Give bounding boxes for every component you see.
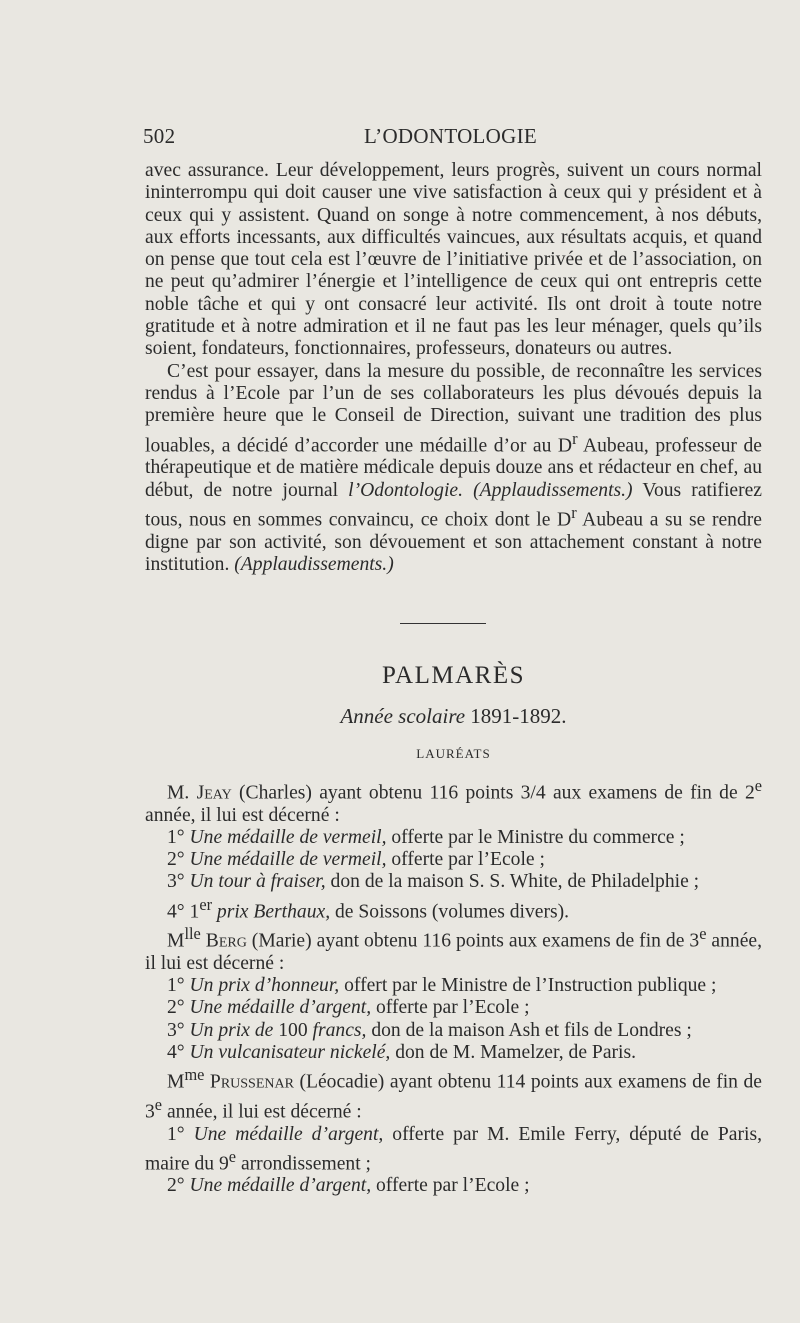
prize-name: Un vulcanisateur nickelé, [189, 1041, 391, 1063]
ordinal-sup: er [199, 894, 213, 914]
section-divider [400, 623, 486, 624]
prize-number: 2° [167, 1175, 190, 1197]
laureate-surname: Berg [200, 930, 247, 952]
prize-amount: 100 [273, 1019, 313, 1041]
p2-sup-1: r [572, 428, 578, 448]
laureates-heading: LAURÉATS [416, 746, 491, 761]
prize-item [145, 975, 762, 997]
prize-item [145, 997, 762, 1019]
prize-name: Un prix de [189, 1019, 274, 1041]
laureate-text-end: année, il lui est décerné : [145, 804, 340, 826]
prize-item [145, 1042, 762, 1064]
laureate-jeay [145, 775, 762, 827]
paragraph-2 [145, 361, 762, 577]
prize-name: Une médaille d’argent, [189, 997, 372, 1019]
civility: M [167, 1071, 185, 1093]
prize-number: 4° 1 [167, 901, 200, 923]
prize-donor: offerte par M. Emile Ferry, député de Paris, maire du 9 [145, 1123, 762, 1175]
prize-donor: offerte par l’Ecole ; [386, 849, 545, 871]
laureate-text: (Marie) ayant obtenu 116 points aux examens de fin de 3 [246, 930, 700, 952]
prize-donor: offert par le Ministre de l’Instruction publique ; [339, 975, 717, 997]
laureate-text: (Léocadie) ayant obtenu 114 points aux examens de fin de 3 [145, 1071, 762, 1123]
prize-item [145, 1020, 762, 1042]
prize-number: 3° [167, 1019, 190, 1041]
civility-sup: lle [184, 924, 201, 944]
prize-donor: don de la maison Ash et fils de Londres ; [366, 1019, 692, 1041]
prize-name: Une médaille de vermeil, [189, 826, 387, 848]
prize-donor: don de la maison S. S. White, de Philadelphie ; [325, 871, 700, 893]
laureate-text-end: année, il lui est décerné : [162, 1101, 362, 1123]
page-number: 502 [143, 124, 176, 148]
prize-name: Une médaille d’argent, [193, 1123, 384, 1145]
journal-name: l’Odontologie. [348, 479, 463, 501]
school-year-value: 1891-1892. [470, 704, 567, 728]
prize-name: prix Berthaux, [212, 901, 331, 923]
prize-donor: offerte par le Ministre du commerce ; [386, 826, 685, 848]
palmares-heading: PALMARÈS [381, 662, 526, 689]
prize-number: 1° [167, 826, 190, 848]
p2-part-d: Aubeau a su se rendre digne par son activité, son dévouement et son attachement constant à notre institution. [145, 509, 762, 576]
applause-2: (Applaudissements.) [234, 554, 394, 576]
prize-number: 3° [167, 871, 190, 893]
prize-item [145, 827, 762, 849]
laureates-list [145, 775, 762, 1198]
prize-donor: offerte par l’Ecole ; [371, 997, 530, 1019]
laureate-text-end: année, il lui est décerné : [145, 930, 763, 975]
journal-title: L’ODONTOLOGIE [363, 124, 538, 148]
laureate-text: (Charles) ayant obtenu 116 points 3/4 aux examens de fin de 2 [231, 782, 755, 804]
civility: M [167, 930, 185, 952]
prize-name: Une médaille d’argent, [189, 1175, 372, 1197]
prize-number: 2° [167, 997, 190, 1019]
prize-number: 2° [167, 849, 190, 871]
prize-number: 1° [167, 975, 190, 997]
prize-name: Un tour à fraiser, [189, 871, 326, 893]
p2-sup-2: r [571, 502, 577, 522]
prize-item [145, 1124, 762, 1176]
running-header [143, 124, 758, 154]
prize-item [145, 894, 762, 924]
prize-donor: don de M. Mamelzer, de Paris. [390, 1041, 637, 1063]
p2-part-b: Aubeau, professeur de thérapeutique et de matière médicale depuis douze ans et rédacteur en chef, au début, de notre journal [145, 435, 762, 501]
prize-donor: offerte par l’Ecole ; [371, 1175, 530, 1197]
prize-item [145, 849, 762, 871]
laureate-surname: Prussenar [204, 1071, 294, 1093]
ordinal-sup: e [754, 776, 762, 795]
school-year-label: Année scolaire [340, 704, 466, 728]
ordinal-sup: e [228, 1146, 237, 1166]
p2-part-c: Vous ratifierez tous, nous en sommes convaincu, ce choix dont le D [145, 479, 762, 531]
laureate-prussenar [145, 1064, 762, 1123]
ordinal-sup: e [154, 1094, 163, 1114]
school-year [145, 704, 762, 729]
civility: M. [167, 782, 190, 804]
prize-item [145, 1175, 762, 1197]
civility-sup: me [184, 1065, 205, 1085]
prize-number: 4° [167, 1041, 190, 1063]
prize-number: 1° [167, 1123, 194, 1145]
speech-text [145, 160, 762, 576]
prize-name: Une médaille de vermeil, [189, 849, 387, 871]
prize-donor-end: arrondissement ; [236, 1153, 371, 1175]
p2-part-a: C’est pour essayer, dans la mesure du possible, de reconnaître les services rendus à l’Ecole par l’un de ses collaborateurs les plus dévoués depuis la première heure que le Conseil de Direction, suivant une tradition des plus louables, a décidé d’accorder une médaille d’or au D [145, 360, 762, 457]
prize-name: Un prix d’honneur, [189, 975, 340, 997]
applause-1: (Applaudissements.) [473, 479, 633, 501]
prize-donor: de Soissons (volumes divers). [330, 901, 570, 923]
laureate-berg [145, 923, 762, 975]
prize-item [145, 871, 762, 893]
ordinal-sup: e [699, 924, 707, 944]
laureate-surname: Jeay [196, 782, 232, 804]
paragraph-1: avec assurance. Leur développement, leurs progrès, suivent un cours normal ininterrompu qui doit causer une vive satisfaction à ceux qui y président et à ceux qui y assistent. Quand on songe à notre commencement, à nos débuts, aux efforts incessants, aux difficultés vaincues, aux résultats acquis, et quand on pense que tout cela est l’œuvre de l’initiative privée et de l’association, on ne peut qu’admirer l’énergie et l’intelligence de ceux qui ont entrepris cette noble tâche et qui y ont consacré leur activité. Ils ont droit à toute notre gratitude et à notre admiration et il ne faut pas les leur ménager, quels qu’ils soient, fondateurs, fonctionnaires, professeurs, donateurs ou autres. [145, 160, 762, 360]
prize-currency: francs, [312, 1019, 367, 1041]
